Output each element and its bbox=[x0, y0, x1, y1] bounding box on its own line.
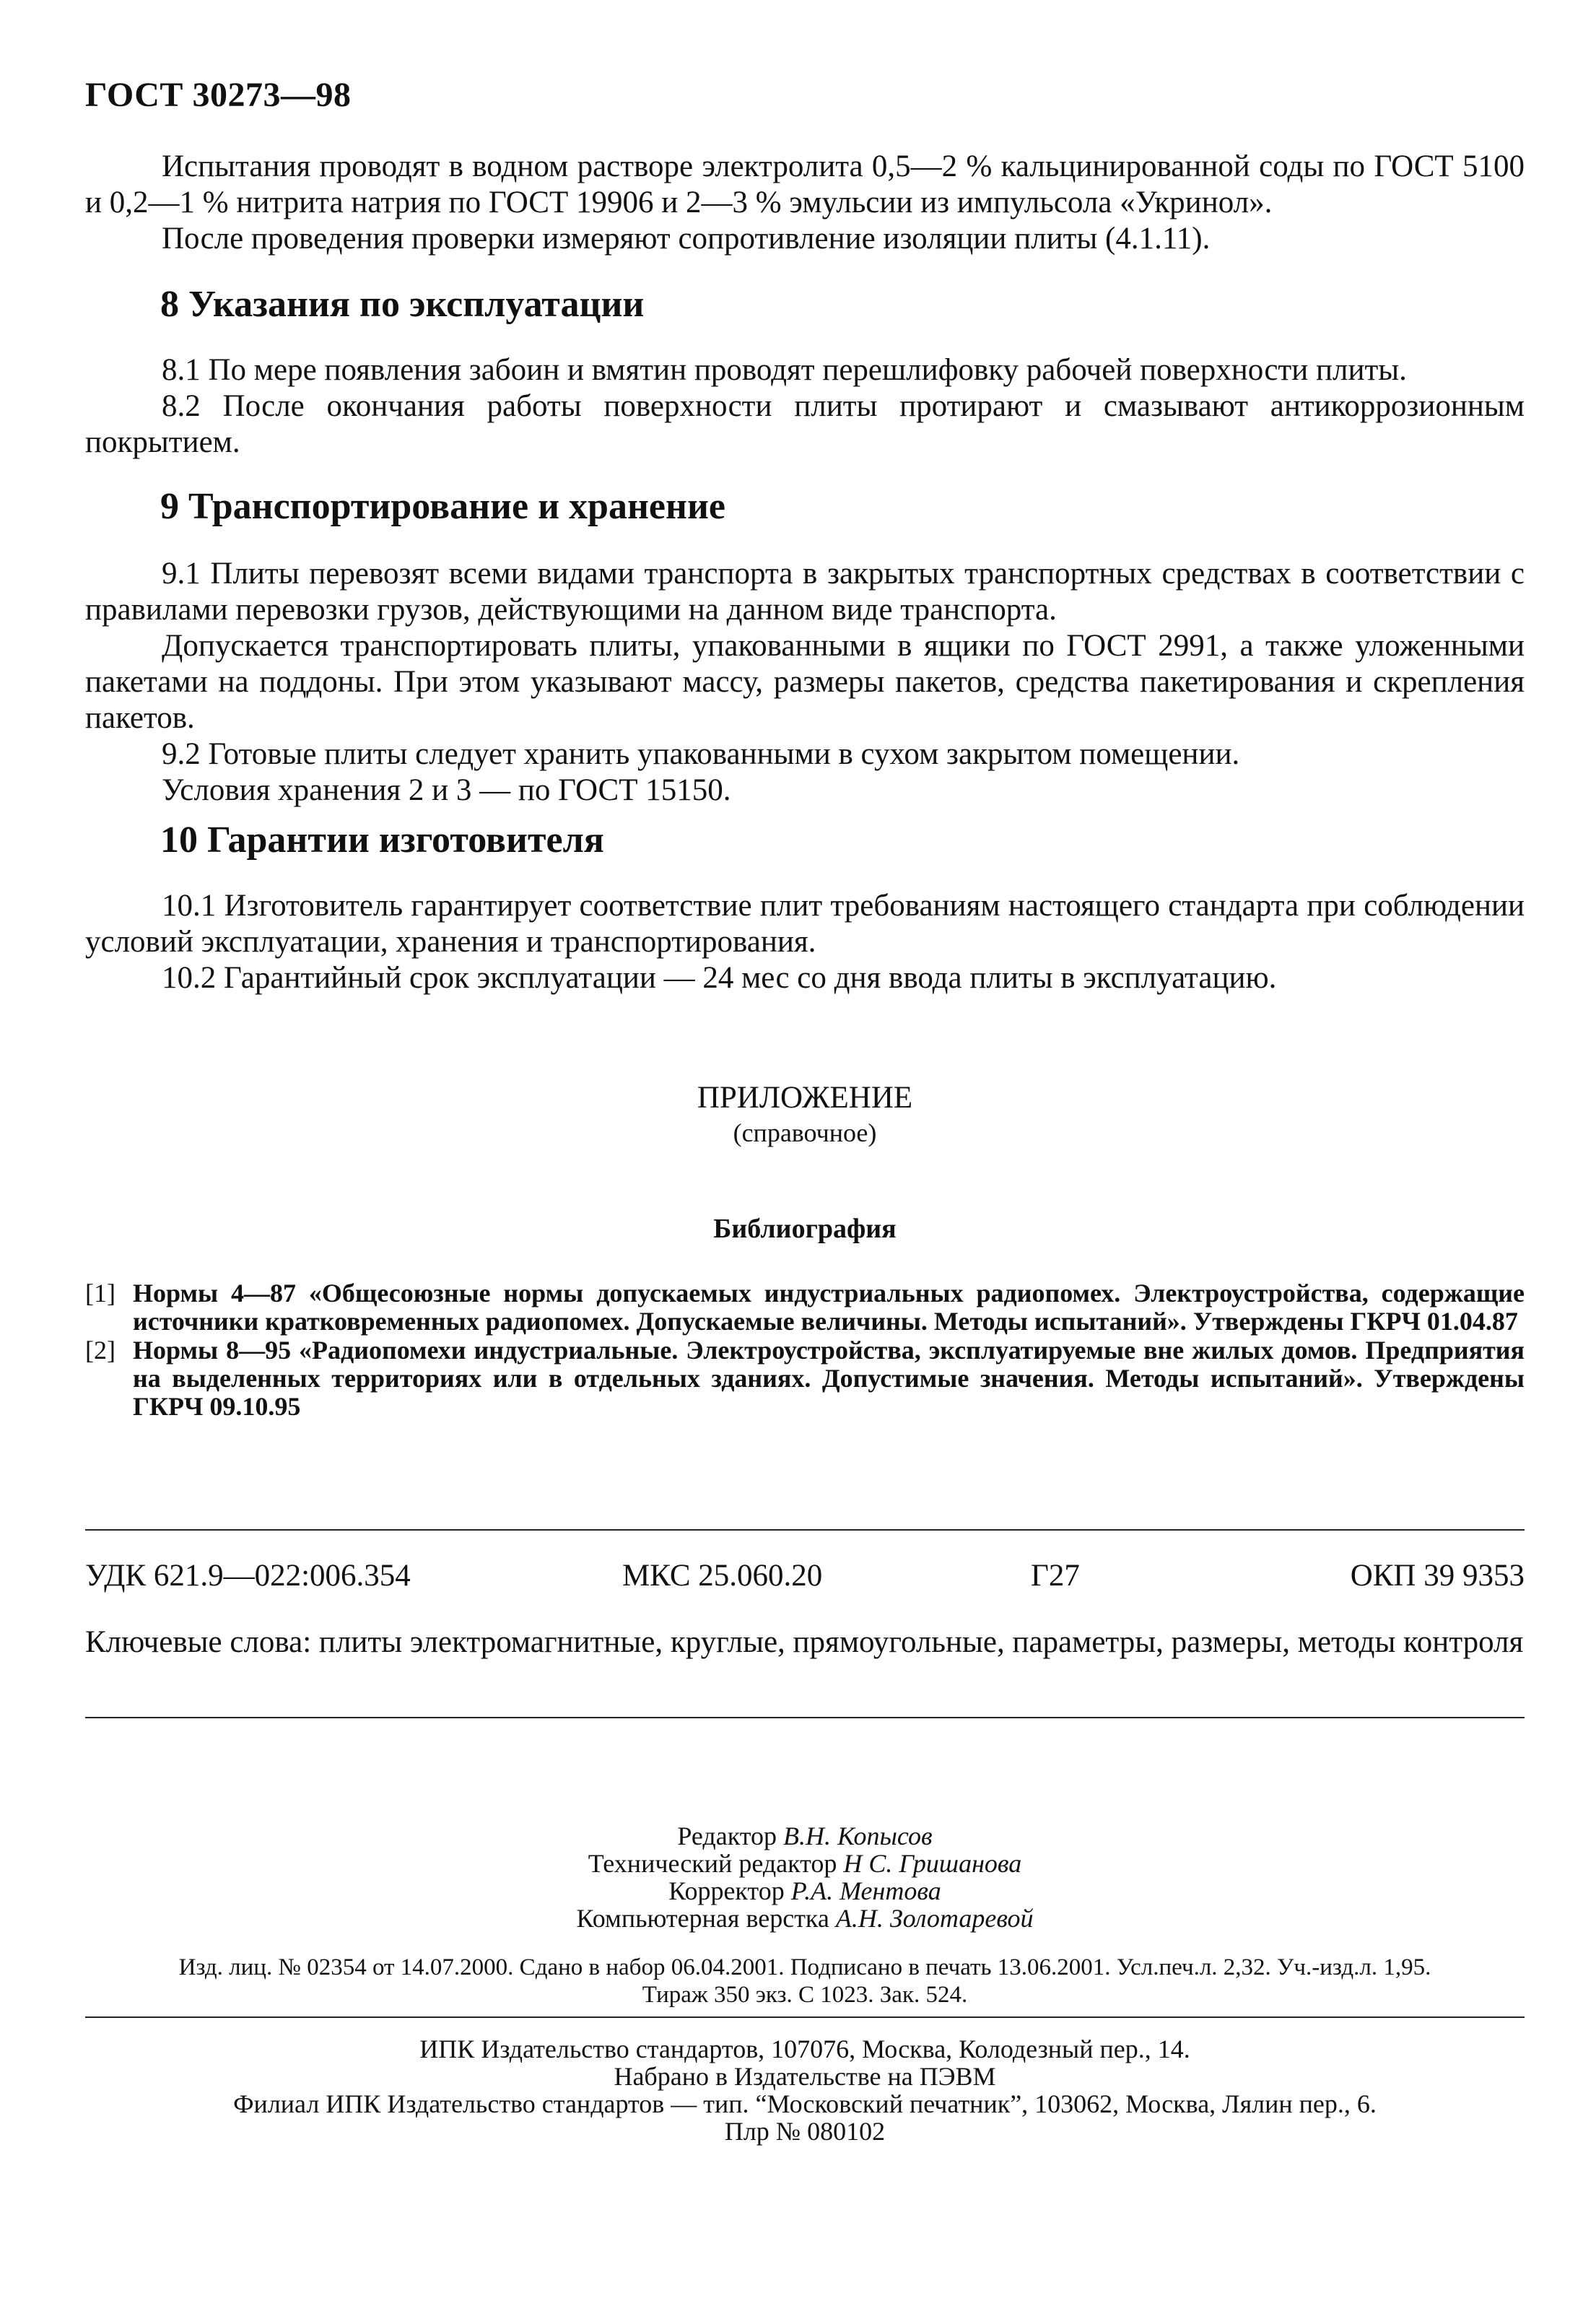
divider bbox=[85, 1717, 1525, 1718]
intro-paragraph: После проведения проверки измеряют сопротивление изоляции плиты (4.1.11). bbox=[162, 222, 1211, 256]
mks-code: МКС 25.060.20 bbox=[622, 1559, 823, 1593]
publisher-line: ИПК Издательство стандартов, 107076, Москва, Колодезный пер., 14. bbox=[419, 2035, 1190, 2063]
bibliography-title: Библиография bbox=[713, 1214, 897, 1244]
bibliography-list bbox=[85, 1279, 1525, 1422]
publisher-info bbox=[85, 2035, 1525, 2145]
document-code-header: ГОСТ 30273—98 bbox=[85, 76, 352, 114]
bibliography-item bbox=[85, 1279, 1525, 1336]
credit-line bbox=[85, 1905, 1525, 1932]
credits bbox=[85, 1822, 1525, 1932]
publisher-line: Филиал ИПК Издательство стандартов — тип. “Московский печатник”, 103062, Москва, Лялин пер., 6. bbox=[233, 2089, 1377, 2118]
bibliography-item bbox=[85, 1336, 1525, 1421]
credit-role: Технический редактор bbox=[588, 1849, 837, 1878]
credit-name: Р.А. Ментова bbox=[790, 1876, 941, 1905]
paragraph: 10.1 Изготовитель гарантирует соответствие плит требованиям настоящего стандарта при соблюдении условий эксплуатации, хранения и транспортирования. bbox=[85, 889, 1525, 959]
section-8-text bbox=[85, 352, 1525, 461]
intro-text bbox=[85, 149, 1525, 257]
bibliography-item-text: Нормы 8—95 «Радиопомехи индустриальные. Электроустройства, эксплуатируемые вне жилых домов. Предприятия на выделенных территориях или в отдельных зданиях. Допустимые значения. Методы испытаний». Утверждены ГКРЧ 09.10.95 bbox=[133, 1336, 1525, 1421]
appendix-label: ПРИЛОЖЕНИЕ bbox=[697, 1081, 913, 1115]
section-8-title: 8 Указания по эксплуатации bbox=[160, 284, 645, 325]
section-9-text bbox=[85, 556, 1525, 809]
paragraph: 10.2 Гарантийный срок эксплуатации — 24 мес со дня ввода плиты в эксплуатацию. bbox=[162, 961, 1277, 995]
paragraph: Условия хранения 2 и 3 — по ГОСТ 15150. bbox=[162, 773, 731, 807]
credit-name: А.Н. Золотаревой bbox=[835, 1904, 1034, 1933]
paragraph: 9.1 Плиты перевозят всеми видами транспорта в закрытых транспортных средствах в соответствии с правилами перевозки грузов, действующими на данном виде транспорта. bbox=[85, 557, 1525, 627]
bibliography-item-number: [2] bbox=[85, 1336, 115, 1365]
credit-role: Корректор bbox=[668, 1876, 785, 1905]
paragraph: Допускается транспортировать плиты, упакованными в ящики по ГОСТ 2991, а также уложенными пакетами на поддоны. При этом указывают массу, размеры пакетов, средства пакетирования и скрепления пакетов. bbox=[85, 629, 1525, 735]
credit-name: Н С. Гришанова bbox=[843, 1849, 1022, 1878]
credit-name: В.Н. Копысов bbox=[783, 1822, 933, 1850]
appendix-sublabel: (справочное) bbox=[733, 1118, 877, 1147]
publisher-line: Набрано в Издательстве на ПЭВМ bbox=[614, 2062, 996, 2091]
section-9-title: 9 Транспортирование и хранение bbox=[160, 486, 725, 527]
section-10-title: 10 Гарантии изготовителя bbox=[160, 819, 604, 861]
credit-role: Редактор bbox=[677, 1822, 777, 1850]
paragraph: 9.2 Готовые плиты следует хранить упакованными в сухом закрытом помещении. bbox=[162, 737, 1240, 771]
credit-role: Компьютерная верстка bbox=[576, 1904, 829, 1933]
paragraph: 8.2 После окончания работы поверхности плиты протирают и смазывают антикоррозионным покрытием. bbox=[85, 389, 1525, 459]
credit-line bbox=[85, 1822, 1525, 1850]
bibliography-item-number: [1] bbox=[85, 1279, 115, 1308]
group-code: Г27 bbox=[1031, 1559, 1080, 1593]
section-10-text bbox=[85, 888, 1525, 996]
divider bbox=[85, 1529, 1525, 1531]
okp-code: ОКП 39 9353 bbox=[1350, 1559, 1525, 1593]
credit-line bbox=[85, 1850, 1525, 1877]
paragraph: 8.1 По мере появления забоин и вмятин проводят перешлифовку рабочей поверхности плиты. bbox=[162, 353, 1407, 387]
credit-line bbox=[85, 1877, 1525, 1905]
imprint-line: Тираж 350 экз. С 1023. Зак. 524. bbox=[642, 1982, 968, 2008]
divider bbox=[85, 2016, 1525, 2018]
keywords: Ключевые слова: плиты электромагнитные, круглые, прямоугольные, параметры, размеры, методы контроля bbox=[85, 1625, 1524, 1659]
udk-code: УДК 621.9—022:006.354 bbox=[85, 1559, 411, 1593]
bibliography-item-text: Нормы 4—87 «Общесоюзные нормы допускаемых индустриальных радиопомех. Электроустройства, содержащие источники кратковременных радиопомех. Допускаемые величины. Методы испытаний». Утверждены ГКРЧ 01.04.87 bbox=[133, 1279, 1525, 1336]
publisher-line: Плр № 080102 bbox=[724, 2117, 886, 2146]
imprint-line: Изд. лиц. № 02354 от 14.07.2000. Сдано в набор 06.04.2001. Подписано в печать 13.06.2001. Усл.печ.л. 2,32. Уч.-изд.л. 1,95. bbox=[178, 1954, 1431, 1980]
intro-paragraph: Испытания проводят в водном растворе электролита 0,5—2 % кальцинированной соды по ГОСТ 5100 и 0,2—1 % нитрита натрия по ГОСТ 19906 и 2—3 % эмульсии из импульсола «Укринол». bbox=[85, 149, 1525, 219]
